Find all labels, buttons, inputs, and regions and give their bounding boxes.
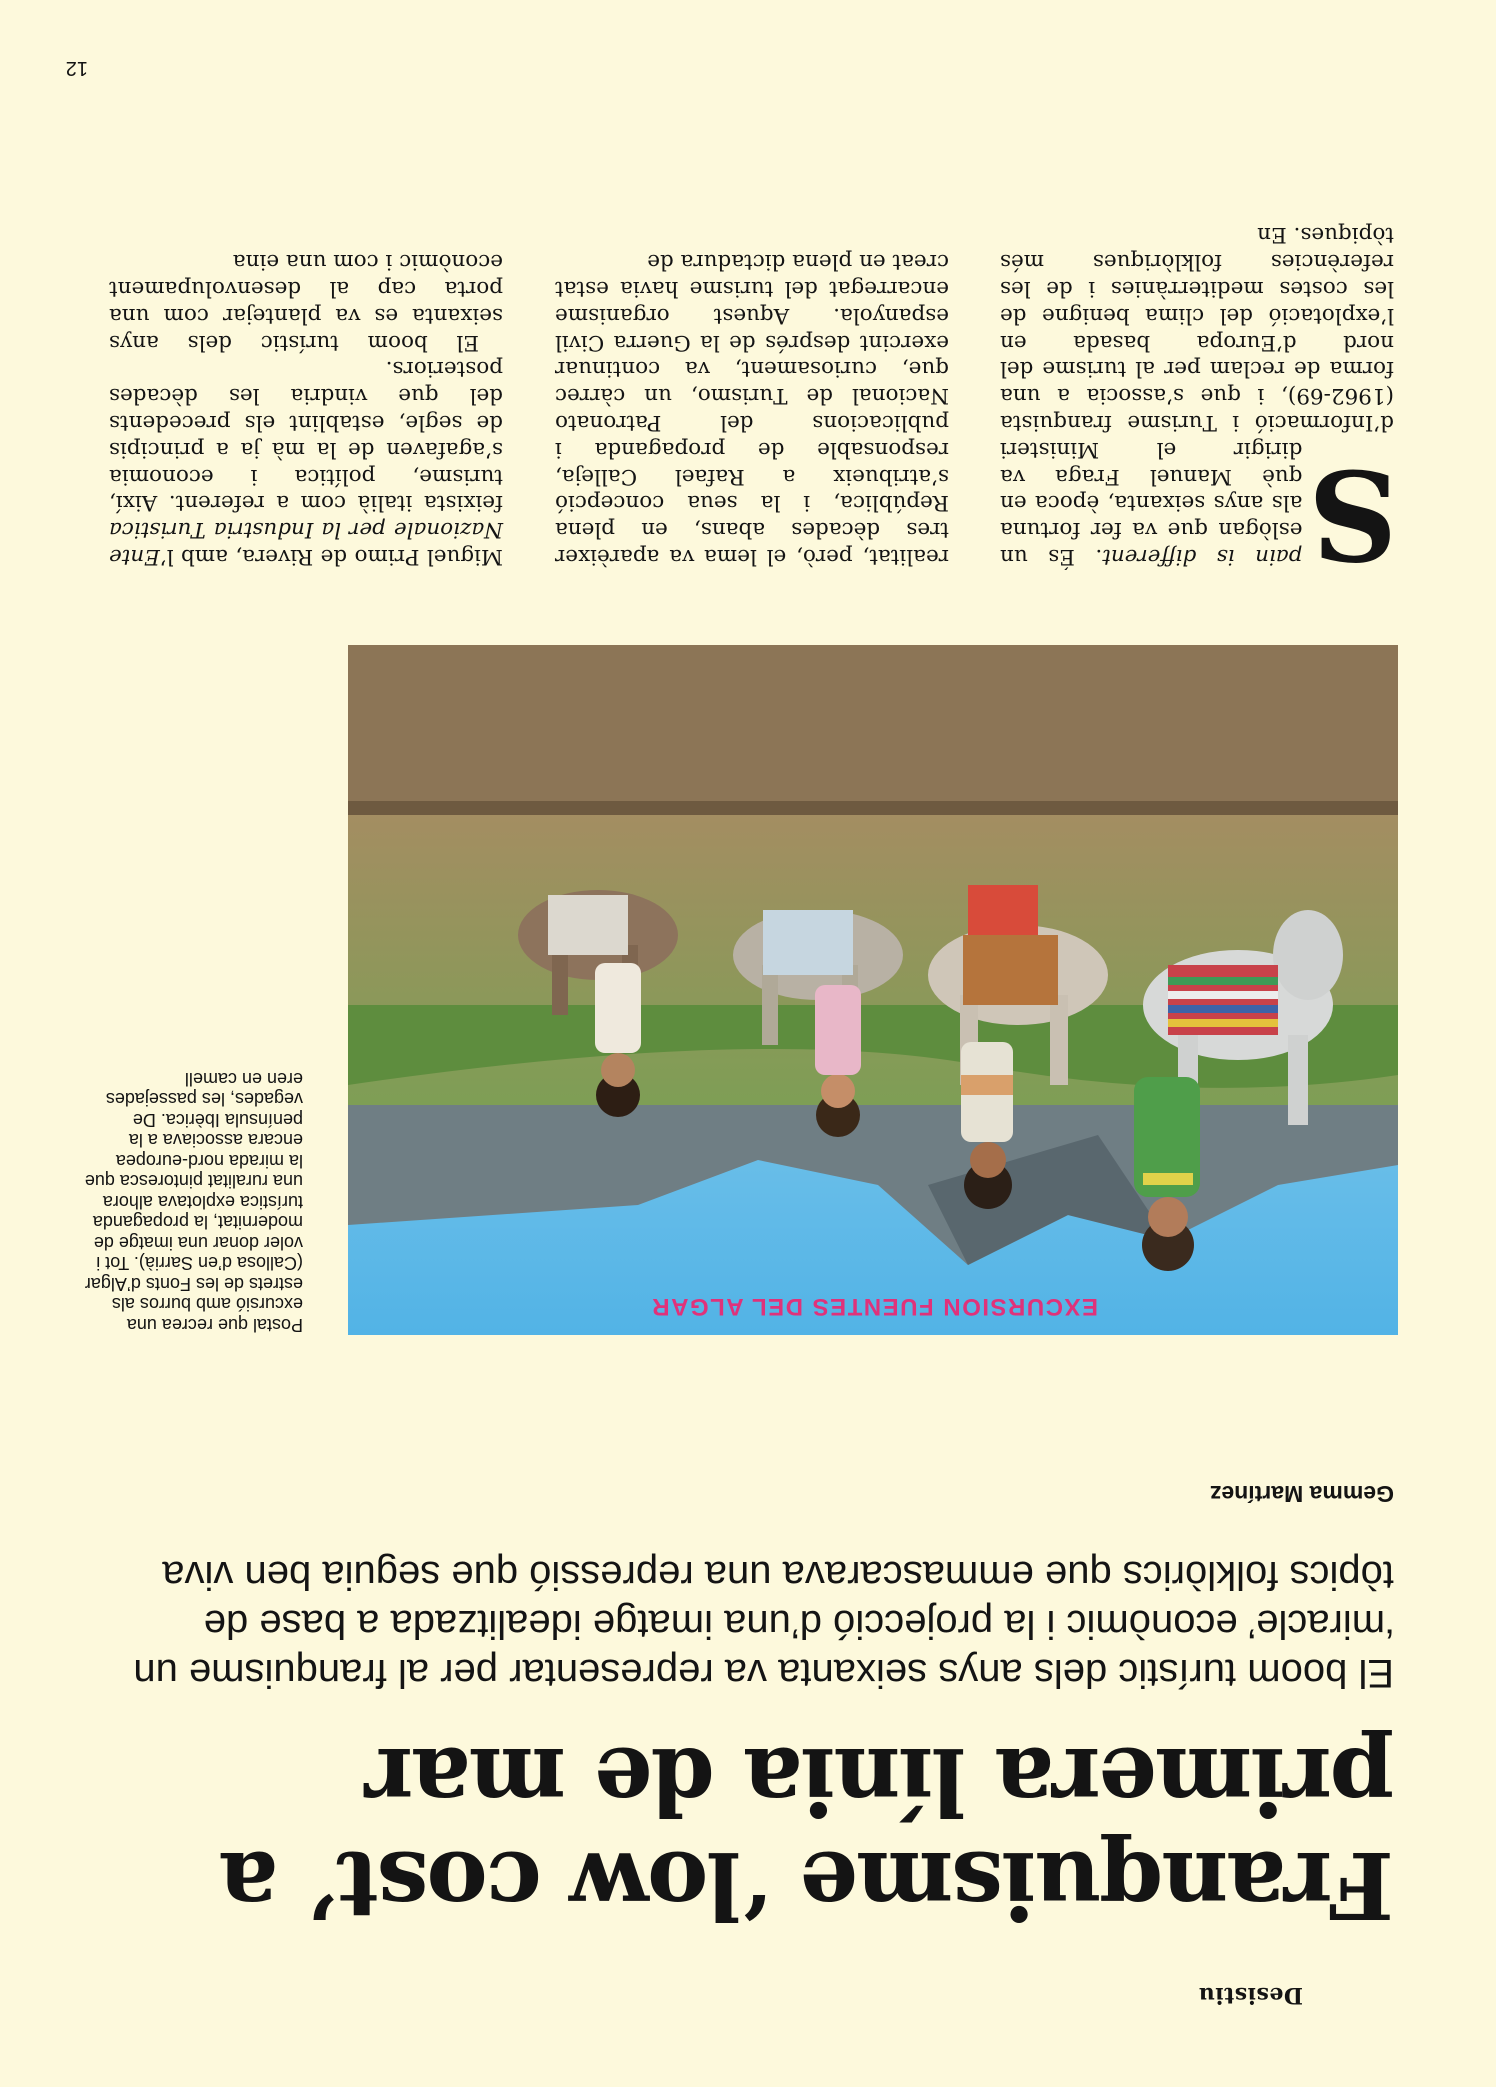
column-2-text: realitat, però, el lema va aparèixer tres dècades abans, en plena República, i la seua concepció s’atribueix a Rafael Calleja, responsable de propaganda i publicacions del Patronato Nacional de Turismo, un càrrec que, curiosament, va continuar exercint després de la Guerra Civil espanyola. Aquest organisme encarregat del turisme havia estat creat en plena dictadura de — [555, 249, 949, 569]
column-3-text-c: El boom turístic dels anys seixanta es va plantejar com una porta cap al desenvolupament econòmic i com una eina — [109, 249, 503, 355]
column-3-text-a: Miguel Primo de Rivera, amb l’ — [159, 544, 503, 569]
photo-caption: Postal que recrea una excursió amb burros als estrets de les Fonts d’Algar (Callosa d’en Sarrià). Tot i voler donar una imatge de modernitat, la propaganda turística explotava alhora una ruralitat pintoresca que la mirada nord-europea encara associava a la península Ibèrica. De vegades, les passejades eren en camell — [84, 1069, 303, 1335]
postcard-photo — [348, 645, 1398, 1335]
column-1-text: . És un eslògan que va fer fortuna als anys seixanta, època en què Manuel Fraga va dirigir el Ministeri d’Informació i Turisme franquista (1962-69), i que s’associa a una forma de reclam per al turisme del nord d’Europa basada en l’explotació del clima benigne de les costes mediterrànies i de les referències folklòriques més tòpiques. En — [1000, 222, 1394, 569]
rider-2 — [961, 1042, 1013, 1209]
italic-organisation: Ente Nazionale per la Industria Turistica — [109, 517, 503, 569]
body-column-1 — [1000, 221, 1398, 586]
postcard-title: EXCURSION FUENTES DEL ALGAR — [650, 1293, 1098, 1320]
wall — [348, 645, 1398, 815]
article-subtitle: El boom turístic dels anys seixanta va representar per al franquisme un ‘miracle’ econòmic i la projecció d’una imatge idealitzada a base de tòpics folklòrics que emmascarava una repressió que seguia ben viva — [133, 1553, 1394, 1695]
italic-slogan: pain is different — [1102, 544, 1303, 569]
column-3-text-b: feixista italià com a referent. Així, turisme, política i economia s’agafaven de la mà ja a principis de segle, establint els precedents del que vindria les dècades posteriors. — [109, 356, 503, 516]
rider-4 — [595, 963, 641, 1117]
article-headline: Franquisme ‘low cost’ a primera línia de mar — [220, 1727, 1394, 1939]
rider-3 — [815, 985, 861, 1137]
body-column-3 — [109, 247, 503, 569]
rider-1 — [1134, 1077, 1200, 1271]
page-number: 12 — [65, 57, 88, 79]
author-byline: Gemma Martínez — [1209, 1481, 1394, 1507]
body-column-2 — [555, 247, 949, 569]
drop-cap: S — [1308, 441, 1398, 586]
wall-top — [348, 801, 1398, 815]
section-label: Desistiu — [1198, 1982, 1303, 2008]
